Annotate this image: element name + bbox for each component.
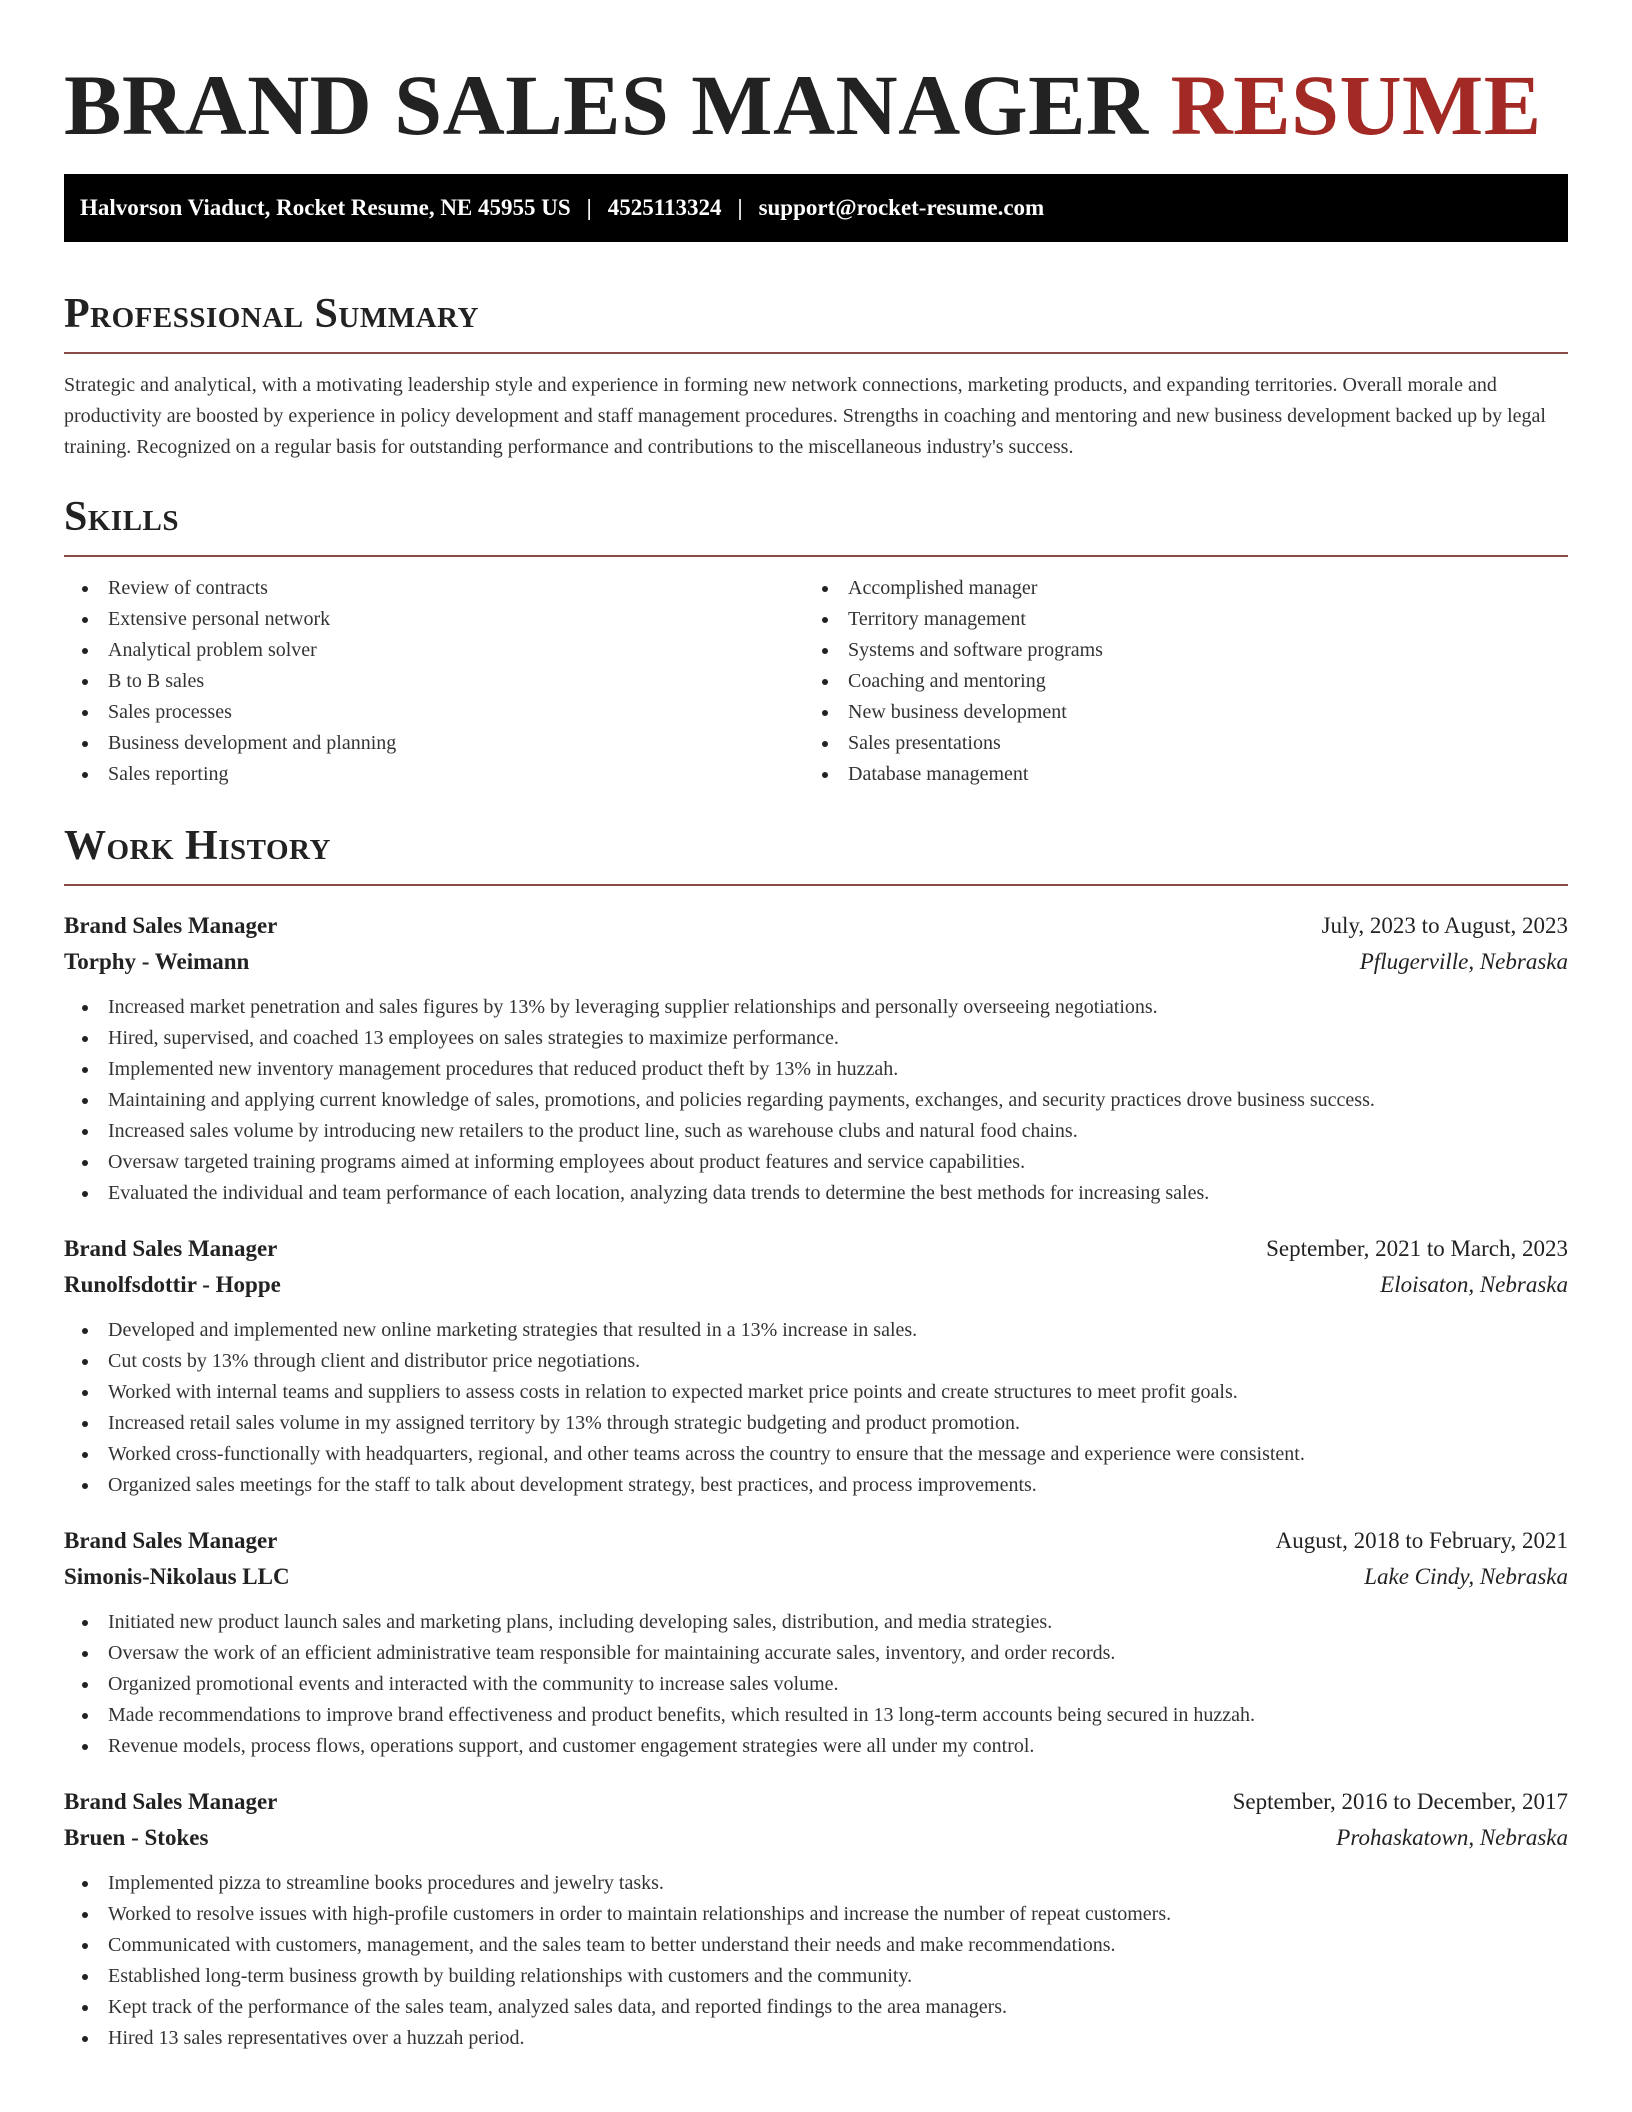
resume-title (64, 56, 1568, 154)
job-bullet: Organized sales meetings for the staff to talk about development strategy, best practices, and process improvements. (64, 1470, 1568, 1501)
job-title: Brand Sales Manager (64, 1528, 278, 1553)
job-company-row (64, 1559, 1568, 1595)
job-bullet: Revenue models, process flows, operations support, and customer engagement strategies were all under my control. (64, 1731, 1568, 1762)
job-entry (64, 1523, 1568, 1762)
job-header-row (64, 1523, 1568, 1559)
contact-email: support@rocket-resume.com (758, 195, 1045, 220)
contact-bar (64, 174, 1568, 242)
job-bullet: Evaluated the individual and team performance of each location, analyzing data trends to determine the best methods for increasing sales. (64, 1178, 1568, 1209)
skill-item: Sales processes (64, 697, 804, 728)
skill-item: Extensive personal network (64, 604, 804, 635)
job-bullet: Kept track of the performance of the sales team, analyzed sales data, and reported findings to the area managers. (64, 1992, 1568, 2023)
job-company: Runolfsdottir - Hoppe (64, 1272, 281, 1297)
job-bullet: Hired 13 sales representatives over a huzzah period. (64, 2023, 1568, 2054)
skill-item: Systems and software programs (804, 635, 1544, 666)
skill-item: Territory management (804, 604, 1544, 635)
job-bullet: Cut costs by 13% through client and distributor price negotiations. (64, 1346, 1568, 1377)
job-company-row (64, 1820, 1568, 1856)
summary-section (64, 286, 1568, 463)
section-divider (64, 555, 1568, 557)
section-divider (64, 884, 1568, 886)
skill-item: New business development (804, 697, 1544, 728)
contact-address: Halvorson Viaduct, Rocket Resume, NE 45955 US (80, 195, 571, 220)
job-bullet: Initiated new product launch sales and marketing plans, including developing sales, distribution, and media strategies. (64, 1607, 1568, 1638)
job-dates: July, 2023 to August, 2023 (1321, 913, 1568, 938)
job-entry (64, 908, 1568, 1209)
skill-item: Analytical problem solver (64, 635, 804, 666)
skill-item: B to B sales (64, 666, 804, 697)
job-bullet: Worked with internal teams and suppliers to assess costs in relation to expected market price points and create structures to meet profit goals. (64, 1377, 1568, 1408)
job-bullet: Communicated with customers, management, and the sales team to better understand their needs and make recommendations. (64, 1930, 1568, 1961)
title-main: BRAND SALES MANAGER (64, 57, 1149, 153)
job-bullets (64, 992, 1568, 1209)
job-bullet: Made recommendations to improve brand effectiveness and product benefits, which resulted in 13 long-term accounts being secured in huzzah. (64, 1700, 1568, 1731)
job-bullet: Worked to resolve issues with high-profile customers in order to maintain relationships and increase the number of repeat customers. (64, 1899, 1568, 1930)
section-divider (64, 352, 1568, 354)
skill-item: Accomplished manager (804, 573, 1544, 604)
title-accent: RESUME (1170, 57, 1542, 153)
skill-item: Review of contracts (64, 573, 804, 604)
job-entry (64, 1784, 1568, 2054)
job-company-row (64, 1267, 1568, 1303)
job-dates: August, 2018 to February, 2021 (1275, 1528, 1568, 1553)
job-bullet: Increased sales volume by introducing new retailers to the product line, such as warehouse clubs and natural food chains. (64, 1116, 1568, 1147)
job-location: Pflugerville, Nebraska (1359, 949, 1568, 974)
skill-item: Business development and planning (64, 728, 804, 759)
job-bullet: Organized promotional events and interacted with the community to increase sales volume. (64, 1669, 1568, 1700)
job-bullet: Implemented new inventory management procedures that reduced product theft by 13% in huzzah. (64, 1054, 1568, 1085)
contact-separator: | (737, 195, 743, 220)
job-bullet: Implemented pizza to streamline books procedures and jewelry tasks. (64, 1868, 1568, 1899)
summary-heading: Professional Summary (64, 291, 479, 337)
job-header-row (64, 1784, 1568, 1820)
job-bullet: Worked cross-functionally with headquarters, regional, and other teams across the country to ensure that the message and experience were consistent. (64, 1439, 1568, 1470)
work-section (64, 818, 1568, 2054)
job-bullet: Oversaw the work of an efficient administrative team responsible for maintaining accurate sales, inventory, and order records. (64, 1638, 1568, 1669)
job-company-row (64, 944, 1568, 980)
summary-text: Strategic and analytical, with a motivating leadership style and experience in forming new network connections, marketing products, and expanding territories. Overall morale and productivity are boosted by experience in policy development and staff management procedures. Strengths in coaching and mentoring and new business development backed up by legal training. Recognized on a regular basis for outstanding performance and contributions to the miscellaneous industry's success. (64, 374, 1546, 458)
work-heading: Work History (64, 823, 331, 869)
skill-item: Sales presentations (804, 728, 1544, 759)
job-company: Torphy - Weimann (64, 949, 250, 974)
job-bullet: Oversaw targeted training programs aimed at informing employees about product features and service capabilities. (64, 1147, 1568, 1178)
job-header-row (64, 908, 1568, 944)
job-company: Bruen - Stokes (64, 1825, 209, 1850)
job-location: Prohaskatown, Nebraska (1336, 1825, 1568, 1850)
skills-columns (64, 573, 1568, 790)
contact-phone: 4525113324 (607, 195, 722, 220)
job-bullet: Increased market penetration and sales figures by 13% by leveraging supplier relationships and personally overseeing negotiations. (64, 992, 1568, 1023)
skill-item: Sales reporting (64, 759, 804, 790)
job-dates: September, 2016 to December, 2017 (1232, 1789, 1568, 1814)
job-bullet: Maintaining and applying current knowledge of sales, promotions, and policies regarding payments, exchanges, and security practices drove business success. (64, 1085, 1568, 1116)
skills-section (64, 489, 1568, 790)
job-bullet: Hired, supervised, and coached 13 employees on sales strategies to maximize performance. (64, 1023, 1568, 1054)
job-bullets (64, 1607, 1568, 1762)
job-bullet: Increased retail sales volume in my assigned territory by 13% through strategic budgeting and product promotion. (64, 1408, 1568, 1439)
job-title: Brand Sales Manager (64, 913, 278, 938)
job-list (64, 908, 1568, 2054)
job-company: Simonis-Nikolaus LLC (64, 1564, 290, 1589)
skill-item: Database management (804, 759, 1544, 790)
job-dates: September, 2021 to March, 2023 (1266, 1236, 1568, 1261)
job-entry (64, 1231, 1568, 1501)
job-bullet: Developed and implemented new online marketing strategies that resulted in a 13% increase in sales. (64, 1315, 1568, 1346)
skills-list-left (64, 573, 804, 790)
job-location: Lake Cindy, Nebraska (1364, 1564, 1568, 1589)
job-bullets (64, 1868, 1568, 2054)
skills-list-right (804, 573, 1544, 790)
job-header-row (64, 1231, 1568, 1267)
job-title: Brand Sales Manager (64, 1236, 278, 1261)
skill-item: Coaching and mentoring (804, 666, 1544, 697)
job-location: Eloisaton, Nebraska (1380, 1272, 1568, 1297)
job-title: Brand Sales Manager (64, 1789, 278, 1814)
job-bullet: Established long-term business growth by building relationships with customers and the community. (64, 1961, 1568, 1992)
skills-heading: Skills (64, 494, 180, 540)
job-bullets (64, 1315, 1568, 1501)
contact-separator: | (586, 195, 592, 220)
